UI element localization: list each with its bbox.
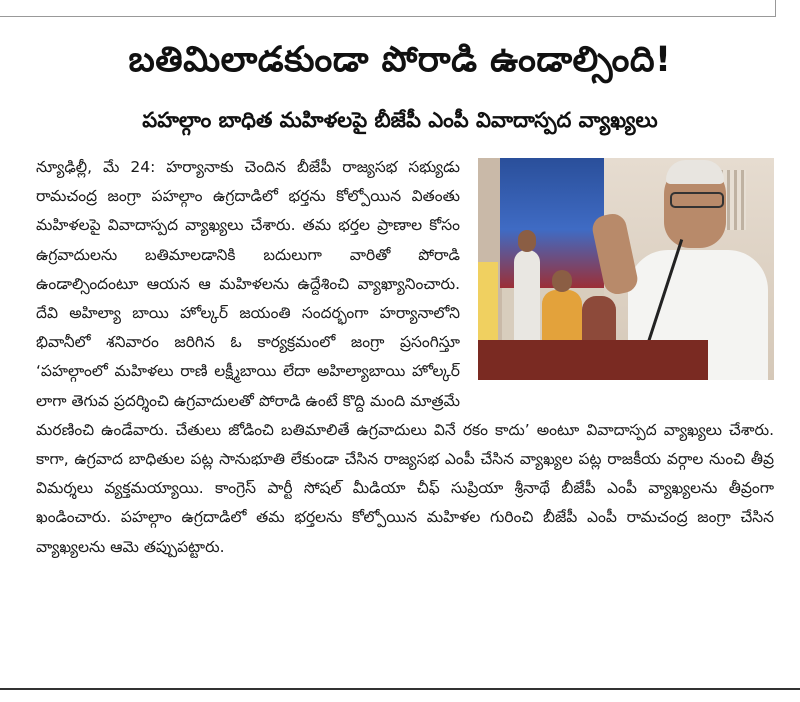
speaker-photo — [478, 158, 774, 380]
bottom-border-rule — [0, 688, 800, 690]
article-body-container — [36, 153, 774, 562]
article-subheadline: పహల్గాం బాధిత మహిళలపై బీజేపీ ఎంపీ వివాదాస్పద వ్యాఖ్యలు — [142, 108, 658, 132]
top-border-rule — [0, 0, 776, 17]
article-body-text: న్యూఢిల్లీ, మే 24: హర్యానాకు చెందిన బీజేపీ రాజ్యసభ సభ్యుడు రామచంద్ర జంగ్రా పహల్గాం ఉగ్రదాడిలో భర్తను కోల్పోయిన వితంతు మహిళలపై వివాదాస్పద వ్యాఖ్యలు చేశారు. తమ భర్తల ప్రాణాల కోసం ఉగ్రవాదులను బతిమాలడానికి బదులుగా వారితో పోరాడి ఉండాల్సిందంటూ ఆయన ఆ మహిళలను ఉద్దేశించి వ్యాఖ్యానించారు. దేవి అహిల్యా బాయి హోల్కర్ జయంతి సందర్భంగా హర్యానాలోని భివానీలో శనివారం జరిగిన ఓ కార్యక్రమంలో జంగ్రా ప్రసంగిస్తూ ‘పహల్గాంలో మహిళలు రాణి లక్ష్మీబాయి లేదా అహిల్యాబాయి హోల్కర్ లాగా తెగువ ప్రదర్శించి ఉగ్రవాదులతో పోరాడి ఉంటే కొద్ది మంది మాత్రమే మరణించి ఉండేవారు. చేతులు జోడించి బతిమాలితే ఉగ్రవాదులు వినే రకం కాదు’ అంటూ వివాదాస్పద వ్యాఖ్యలు చేశారు. కాగా, ఉగ్రవాద బాధితుల పట్ల సానుభూతి లేకుండా చేసిన రాజ్యసభ ఎంపీ చేసిన వ్యాఖ్యల పట్ల రాజకీయ వర్గాల నుంచి తీవ్ర విమర్శలు వ్యక్తమయ్యాయి. కాంగ్రెస్ పార్టీ సోషల్ మీడియా చీఫ్ సుప్రియా శ్రీనాథే బీజేపీ ఎంపీ వ్యాఖ్యలను తీవ్రంగా ఖండించారు. పహల్గాం ఉగ్రదాడిలో తమ భర్తలను కోల్పోయిన మహిళల గురించి బీజేపీ ఎంపీ రామచంద్ర జంగ్రా చేసిన వ్యాఖ్యలను ఆమె తప్పుపట్టారు. — [36, 158, 774, 556]
article-headline: బతిమిలాడకుండా పోరాడి ఉండాల్సింది! — [128, 40, 672, 80]
